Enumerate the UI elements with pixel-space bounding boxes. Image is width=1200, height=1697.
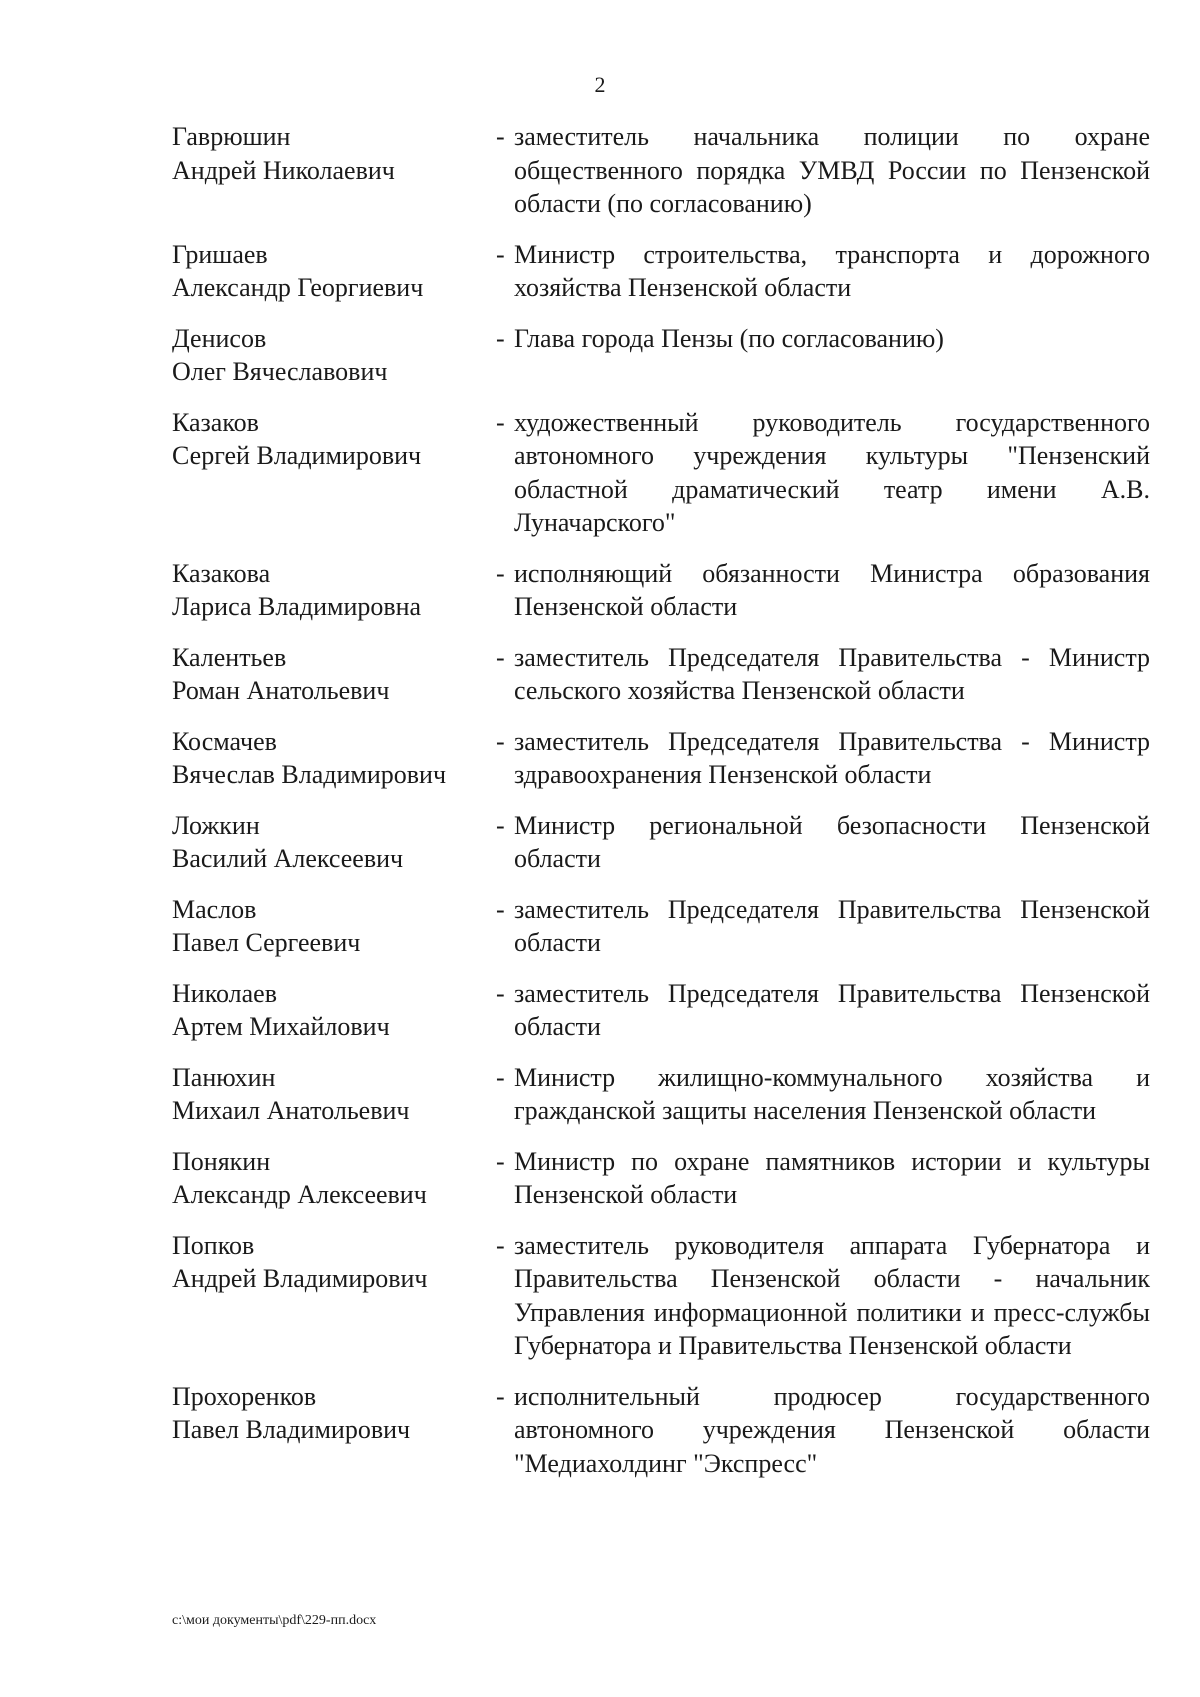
member-position: заместитель начальника полиции по охране общественного порядка УМВД России по Пензенской области (по согласованию)	[514, 122, 1150, 218]
member-position: заместитель Председателя Правительства - Министр здравоохранения Пензенской области	[514, 726, 1150, 789]
separator-dash: -	[496, 1062, 505, 1092]
member-surname: Казаков	[172, 407, 259, 437]
member-surname: Прохоренков	[172, 1381, 317, 1411]
member-name	[172, 977, 482, 1044]
member-surname: Казакова	[172, 558, 271, 588]
page-number: 2	[594, 72, 606, 97]
member-surname: Николаев	[172, 978, 277, 1008]
member-given-names: Сергей Владимирович	[172, 441, 422, 470]
member-given-names: Лариса Владимировна	[172, 592, 422, 621]
member-name	[172, 641, 482, 708]
member-surname: Попков	[172, 1230, 255, 1260]
member-entry	[172, 809, 1150, 876]
member-name	[172, 1380, 482, 1481]
member-name	[172, 120, 482, 221]
member-entry	[172, 557, 1150, 624]
member-position: исполнительный продюсер государственного автономного учреждения Пензенской области "Медиахолдинг "Экспресс"	[514, 1381, 1150, 1478]
member-name	[172, 406, 482, 540]
member-surname: Калентьев	[172, 642, 287, 672]
member-position: Министр жилищно-коммунального хозяйства и гражданской защиты населения Пензенской области	[514, 1062, 1150, 1125]
member-surname: Понякин	[172, 1146, 271, 1176]
separator-dash: -	[496, 894, 505, 924]
member-given-names: Павел Сергеевич	[172, 928, 361, 957]
member-entry	[172, 1145, 1150, 1212]
member-position: Министр по охране памятников истории и культуры Пензенской области	[514, 1146, 1150, 1209]
member-entry	[172, 406, 1150, 540]
member-given-names: Михаил Анатольевич	[172, 1096, 410, 1125]
member-given-names: Артем Михайлович	[172, 1012, 390, 1041]
separator-dash: -	[496, 1381, 505, 1411]
member-given-names: Вячеслав Владимирович	[172, 760, 447, 789]
member-given-names: Андрей Николаевич	[172, 155, 395, 185]
member-entry	[172, 977, 1150, 1044]
separator-dash: -	[496, 642, 505, 672]
member-entry	[172, 725, 1150, 792]
member-entry	[172, 238, 1150, 305]
separator-dash: -	[496, 978, 505, 1008]
member-name	[172, 893, 482, 960]
separator-dash: -	[496, 407, 505, 437]
member-entry	[172, 120, 1150, 221]
member-surname: Гришаев	[172, 239, 268, 269]
member-given-names: Андрей Владимирович	[172, 1264, 428, 1293]
member-position: исполняющий обязанности Министра образования Пензенской области	[514, 558, 1150, 621]
separator-dash: -	[496, 810, 505, 840]
member-position: заместитель Председателя Правительства Пензенской области	[514, 978, 1150, 1041]
member-entry	[172, 1229, 1150, 1363]
member-position: заместитель Председателя Правительства - Министр сельского хозяйства Пензенской области	[514, 642, 1150, 705]
member-name	[172, 1145, 482, 1212]
separator-dash: -	[496, 323, 505, 353]
separator-dash: -	[496, 1146, 505, 1176]
footer-file-path: c:\мои документы\pdf\229-пп.docx	[172, 1613, 377, 1628]
member-surname: Гаврюшин	[172, 122, 291, 151]
member-entry	[172, 1380, 1150, 1481]
separator-dash: -	[496, 122, 505, 151]
member-name	[172, 1061, 482, 1128]
member-name	[172, 238, 482, 305]
separator-dash: -	[496, 239, 505, 269]
member-surname: Космачев	[172, 726, 277, 756]
member-given-names: Роман Анатольевич	[172, 676, 390, 705]
member-given-names: Василий Алексеевич	[172, 844, 404, 873]
member-surname: Панюхин	[172, 1062, 276, 1092]
member-entry	[172, 641, 1150, 708]
member-name	[172, 725, 482, 792]
separator-dash: -	[496, 1230, 505, 1260]
member-surname: Ложкин	[172, 810, 260, 840]
member-name	[172, 1229, 482, 1363]
member-given-names: Александр Алексеевич	[172, 1180, 427, 1209]
member-entry	[172, 893, 1150, 960]
member-given-names: Олег Вячеславович	[172, 357, 388, 386]
member-position: Глава города Пензы (по согласованию)	[514, 323, 944, 353]
member-name	[172, 322, 482, 389]
member-name	[172, 557, 482, 624]
member-entry	[172, 1061, 1150, 1128]
separator-dash: -	[496, 726, 505, 756]
members-list	[172, 120, 1150, 1497]
member-surname: Денисов	[172, 323, 267, 353]
member-surname: Маслов	[172, 894, 257, 924]
member-entry	[172, 322, 1150, 389]
member-position: Министр региональной безопасности Пензенской области	[514, 810, 1150, 873]
member-position: заместитель руководителя аппарата Губернатора и Правительства Пензенской области - начальник Управления информационной политики и пресс-службы Губернатора и Правительства Пензенской области	[514, 1230, 1150, 1360]
member-position: художественный руководитель государственного автономного учреждения культуры "Пензенский областной драматический театр имени А.В. Луначарского"	[514, 407, 1150, 537]
separator-dash: -	[496, 558, 505, 588]
member-position: заместитель Председателя Правительства Пензенской области	[514, 894, 1150, 957]
member-position: Министр строительства, транспорта и дорожного хозяйства Пензенской области	[514, 239, 1150, 302]
member-name	[172, 809, 482, 876]
member-given-names: Павел Владимирович	[172, 1415, 411, 1444]
member-given-names: Александр Георгиевич	[172, 273, 424, 302]
